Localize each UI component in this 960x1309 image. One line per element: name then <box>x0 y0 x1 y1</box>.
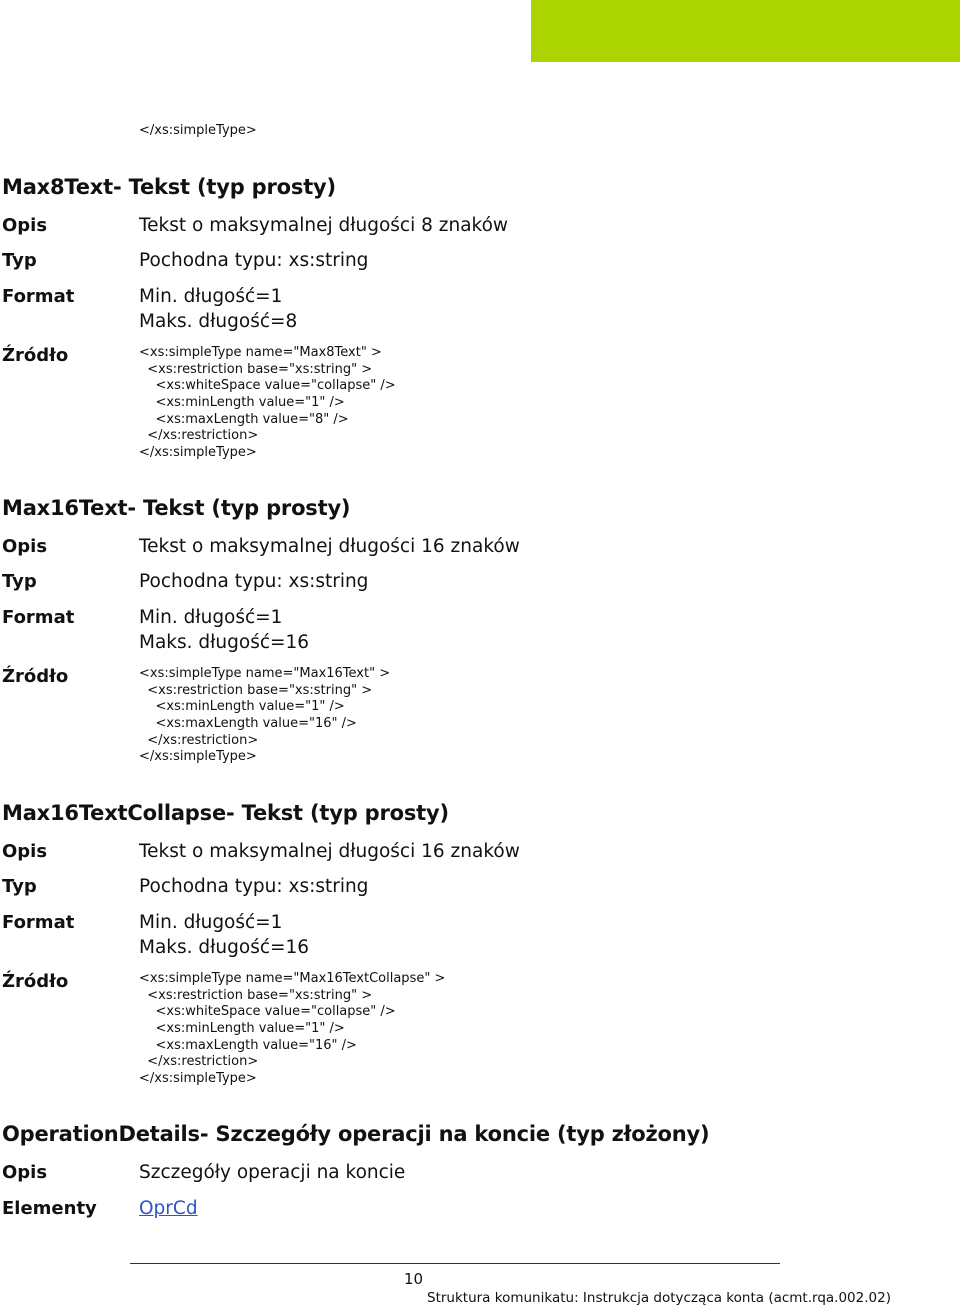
format-max: Maks. długość=8 <box>139 311 298 332</box>
footer-document-title: Struktura komunikatu: Instrukcja dotycząca konta (acmt.rqa.002.02) <box>427 1290 891 1306</box>
opis-label: Opis <box>2 215 48 236</box>
code-line: <xs:minLength value="1" /> <box>139 699 345 715</box>
format-min: Min. długość=1 <box>139 607 283 628</box>
typ-label: Typ <box>2 876 37 897</box>
code-line: </xs:simpleType> <box>139 749 257 765</box>
code-line: </xs:restriction> <box>139 1054 259 1070</box>
format-min: Min. długość=1 <box>139 912 283 933</box>
format-label: Format <box>2 607 75 628</box>
format-label: Format <box>2 912 75 933</box>
opis-label: Opis <box>2 1162 48 1183</box>
typ-label: Typ <box>2 250 37 271</box>
opis-value: Szczegóły operacji na koncie <box>139 1162 406 1183</box>
format-label: Format <box>2 286 75 307</box>
elementy-label: Elementy <box>2 1198 97 1219</box>
opis-label: Opis <box>2 841 48 862</box>
code-line: </xs:restriction> <box>139 428 259 444</box>
code-line: <xs:maxLength value="8" /> <box>139 411 349 427</box>
opis-value: Tekst o maksymalnej długości 16 znaków <box>139 536 520 557</box>
section-title: Max8Text- Tekst (typ prosty) <box>2 175 336 199</box>
typ-value: Pochodna typu: xs:string <box>139 571 369 592</box>
code-block-max8text <box>139 345 396 462</box>
code-line: <xs:maxLength value="16" /> <box>139 716 357 732</box>
code-block-top <box>139 123 257 140</box>
code-line: <xs:minLength value="1" /> <box>139 395 345 411</box>
code-line: <xs:restriction base="xs:string" > <box>139 987 373 1003</box>
typ-value: Pochodna typu: xs:string <box>139 250 369 271</box>
code-line: <xs:maxLength value="16" /> <box>139 1037 357 1053</box>
oprcd-link[interactable]: OprCd <box>139 1198 198 1219</box>
zrodlo-label: Źródło <box>2 345 69 366</box>
code-line: <xs:restriction base="xs:string" > <box>139 682 373 698</box>
code-line: <xs:simpleType name="Max16TextCollapse" > <box>139 971 446 986</box>
opis-value: Tekst o maksymalnej długości 16 znaków <box>139 841 520 862</box>
code-line: <xs:whiteSpace value="collapse" /> <box>139 1004 396 1020</box>
code-line: <xs:simpleType name="Max16Text" > <box>139 666 391 681</box>
format-max: Maks. długość=16 <box>139 937 310 958</box>
typ-label: Typ <box>2 571 37 592</box>
code-line: <xs:restriction base="xs:string" > <box>139 361 373 377</box>
section-title: Max16TextCollapse- Tekst (typ prosty) <box>2 801 449 825</box>
footer-divider <box>130 1263 780 1264</box>
code-block-max16textcollapse <box>139 971 445 1088</box>
section-title: Max16Text- Tekst (typ prosty) <box>2 496 351 520</box>
format-min: Min. długość=1 <box>139 286 283 307</box>
code-line: </xs:restriction> <box>139 732 259 748</box>
code-line: <xs:minLength value="1" /> <box>139 1021 345 1037</box>
format-max: Maks. długość=16 <box>139 632 310 653</box>
zrodlo-label: Źródło <box>2 971 69 992</box>
section-title: OperationDetails- Szczegóły operacji na koncie (typ złożony) <box>2 1122 710 1146</box>
page-number: 10 <box>404 1270 424 1288</box>
code-line: <xs:whiteSpace value="collapse" /> <box>139 378 396 394</box>
code-line: <xs:simpleType name="Max8Text" > <box>139 345 382 360</box>
typ-value: Pochodna typu: xs:string <box>139 876 369 897</box>
header-accent-bar <box>531 0 960 62</box>
code-line: </xs:simpleType> <box>139 1071 257 1087</box>
code-block-max16text <box>139 666 390 766</box>
opis-value: Tekst o maksymalnej długości 8 znaków <box>139 215 509 236</box>
code-line: </xs:simpleType> <box>139 445 257 461</box>
code-line: </xs:simpleType> <box>139 123 257 138</box>
zrodlo-label: Źródło <box>2 666 69 687</box>
opis-label: Opis <box>2 536 48 557</box>
